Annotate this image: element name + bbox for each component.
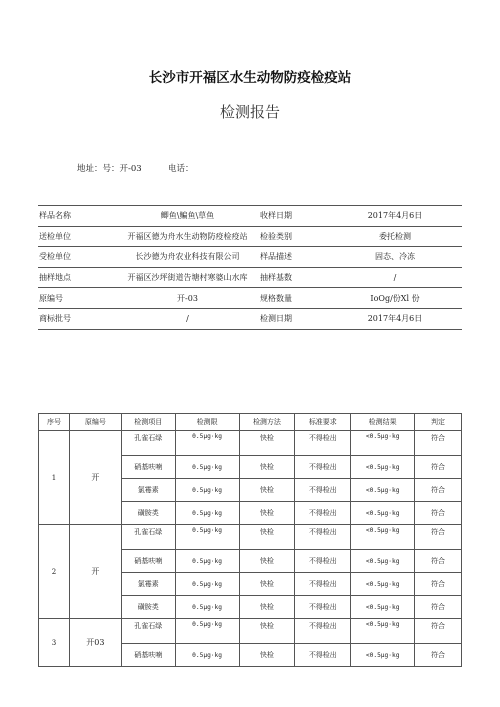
results-row <box>39 619 462 644</box>
detection-limit: 0.5μg·kg <box>175 502 239 525</box>
report-title: 检测报告 <box>219 103 280 121</box>
test-item: 磺胺类 <box>121 502 175 525</box>
standard-requirement: 不得检出 <box>295 456 351 479</box>
info-value: 开福区德为舟水生动物防疫检疫站 <box>127 231 248 241</box>
test-item: 氯霉素 <box>121 573 175 596</box>
info-label: 商标批号 <box>39 314 71 324</box>
detection-limit: 0.5μg·kg <box>175 431 239 456</box>
original-code-cell: 开 <box>69 525 121 619</box>
info-row-original-code <box>38 288 462 309</box>
results-header-cell: 判定 <box>415 414 462 431</box>
standard-requirement: 不得检出 <box>295 479 351 502</box>
results-header-cell: 检测结果 <box>351 414 415 431</box>
test-result: <0.5μg·kg <box>351 596 415 619</box>
test-item: 硝基呋喃 <box>121 550 175 573</box>
original-code-cell: 开 <box>69 431 121 525</box>
info-value: 2017年4月6日 <box>367 211 423 221</box>
judgement: 符合 <box>415 573 462 596</box>
sample-info-table <box>38 205 462 330</box>
info-label: 抽样基数 <box>260 273 292 283</box>
info-value: 开-03 <box>177 293 198 303</box>
results-header-cell: 检测方法 <box>239 414 295 431</box>
test-result: <0.5μg·kg <box>351 456 415 479</box>
info-value: 长沙德为舟农业科技有限公司 <box>135 252 240 262</box>
test-method: 快检 <box>239 431 295 456</box>
test-method: 快检 <box>239 644 295 667</box>
test-method: 快检 <box>239 479 295 502</box>
test-method: 快检 <box>239 550 295 573</box>
detection-limit: 0.5μg·kg <box>175 644 239 667</box>
judgement: 符合 <box>415 550 462 573</box>
detection-limit: 0.5μg·kg <box>175 525 239 550</box>
original-code-cell: 开03 <box>69 619 121 667</box>
info-label: 样品名称 <box>39 211 71 221</box>
results-header-cell: 检测项目 <box>121 414 175 431</box>
standard-requirement: 不得检出 <box>295 431 351 456</box>
standard-requirement: 不得检出 <box>295 525 351 550</box>
test-results-table <box>38 413 462 667</box>
sequence-number: 1 <box>39 431 70 525</box>
info-value: 固态、冷冻 <box>375 252 415 262</box>
detection-limit: 0.5μg·kg <box>175 573 239 596</box>
standard-requirement: 不得检出 <box>295 550 351 573</box>
info-row-sampling-location <box>38 267 462 288</box>
test-item: 硝基呋喃 <box>121 456 175 479</box>
info-label: 送检单位 <box>39 231 71 241</box>
detection-limit: 0.5μg·kg <box>175 596 239 619</box>
standard-requirement: 不得检出 <box>295 596 351 619</box>
detection-limit: 0.5μg·kg <box>175 456 239 479</box>
info-label: 受检单位 <box>39 252 71 262</box>
info-label: 样品描述 <box>260 252 292 262</box>
test-method: 快检 <box>239 619 295 644</box>
info-label: 抽样地点 <box>39 273 71 283</box>
info-label: 规格数量 <box>260 293 292 303</box>
organization-title: 长沙市开福区水生动物防疫检疫站 <box>148 70 352 86</box>
test-result: <0.5μg·kg <box>351 550 415 573</box>
judgement: 符合 <box>415 502 462 525</box>
test-result: <0.5μg·kg <box>351 502 415 525</box>
test-item: 孔雀石绿 <box>121 431 175 456</box>
results-header-cell: 检测限 <box>175 414 239 431</box>
info-row-inspected-unit <box>38 247 462 268</box>
results-header-row <box>39 414 462 431</box>
judgement: 符合 <box>415 644 462 667</box>
info-value: / <box>186 314 189 324</box>
standard-requirement: 不得检出 <box>295 619 351 644</box>
info-value: / <box>393 273 397 283</box>
address-line: 地址：号：开-03 <box>77 164 142 174</box>
judgement: 符合 <box>415 456 462 479</box>
info-label: 收样日期 <box>260 211 292 221</box>
info-value: 开福区沙坪街道告塘村寒婆山水库 <box>127 273 248 283</box>
info-label: 检验类别 <box>260 231 292 241</box>
test-item: 硝基呋喃 <box>121 644 175 667</box>
info-value: 委托检测 <box>379 231 411 241</box>
test-result: <0.5μg·kg <box>351 644 415 667</box>
sequence-number: 2 <box>39 525 70 619</box>
info-value: IoOg/份Xl 份 <box>370 293 420 303</box>
results-row <box>39 431 462 456</box>
judgement: 符合 <box>415 479 462 502</box>
results-header-cell: 标准要求 <box>295 414 351 431</box>
judgement: 符合 <box>415 619 462 644</box>
detection-limit: 0.5μg·kg <box>175 479 239 502</box>
test-item: 氯霉素 <box>121 479 175 502</box>
test-item: 磺胺类 <box>121 596 175 619</box>
sequence-number: 3 <box>39 619 70 667</box>
test-result: <0.5μg·kg <box>351 619 415 644</box>
standard-requirement: 不得检出 <box>295 502 351 525</box>
test-result: <0.5μg·kg <box>351 573 415 596</box>
info-value: 鲫鱼\鳊鱼\草鱼 <box>160 211 215 221</box>
info-row-sample-name <box>38 206 462 227</box>
test-result: <0.5μg·kg <box>351 479 415 502</box>
phone-line: 电话： <box>168 164 194 174</box>
results-header-cell: 原编号 <box>69 414 121 431</box>
detection-limit: 0.5μg·kg <box>175 550 239 573</box>
results-header-cell: 序号 <box>39 414 70 431</box>
info-value: 2017年4月6日 <box>367 314 423 324</box>
test-method: 快检 <box>239 573 295 596</box>
results-row <box>39 525 462 550</box>
info-row-trademark-batch <box>38 308 462 329</box>
test-item: 孔雀石绿 <box>121 619 175 644</box>
test-method: 快检 <box>239 525 295 550</box>
test-item: 孔雀石绿 <box>121 525 175 550</box>
info-label: 检测日期 <box>260 314 292 324</box>
standard-requirement: 不得检出 <box>295 573 351 596</box>
test-method: 快检 <box>239 502 295 525</box>
info-row-submitting-unit <box>38 226 462 247</box>
judgement: 符合 <box>415 596 462 619</box>
info-label: 原编号 <box>39 293 63 303</box>
judgement: 符合 <box>415 525 462 550</box>
standard-requirement: 不得检出 <box>295 644 351 667</box>
test-method: 快检 <box>239 456 295 479</box>
test-result: <0.5μg·kg <box>351 525 415 550</box>
test-method: 快检 <box>239 596 295 619</box>
test-result: <0.5μg·kg <box>351 431 415 456</box>
detection-limit: 0.5μg·kg <box>175 619 239 644</box>
judgement: 符合 <box>415 431 462 456</box>
